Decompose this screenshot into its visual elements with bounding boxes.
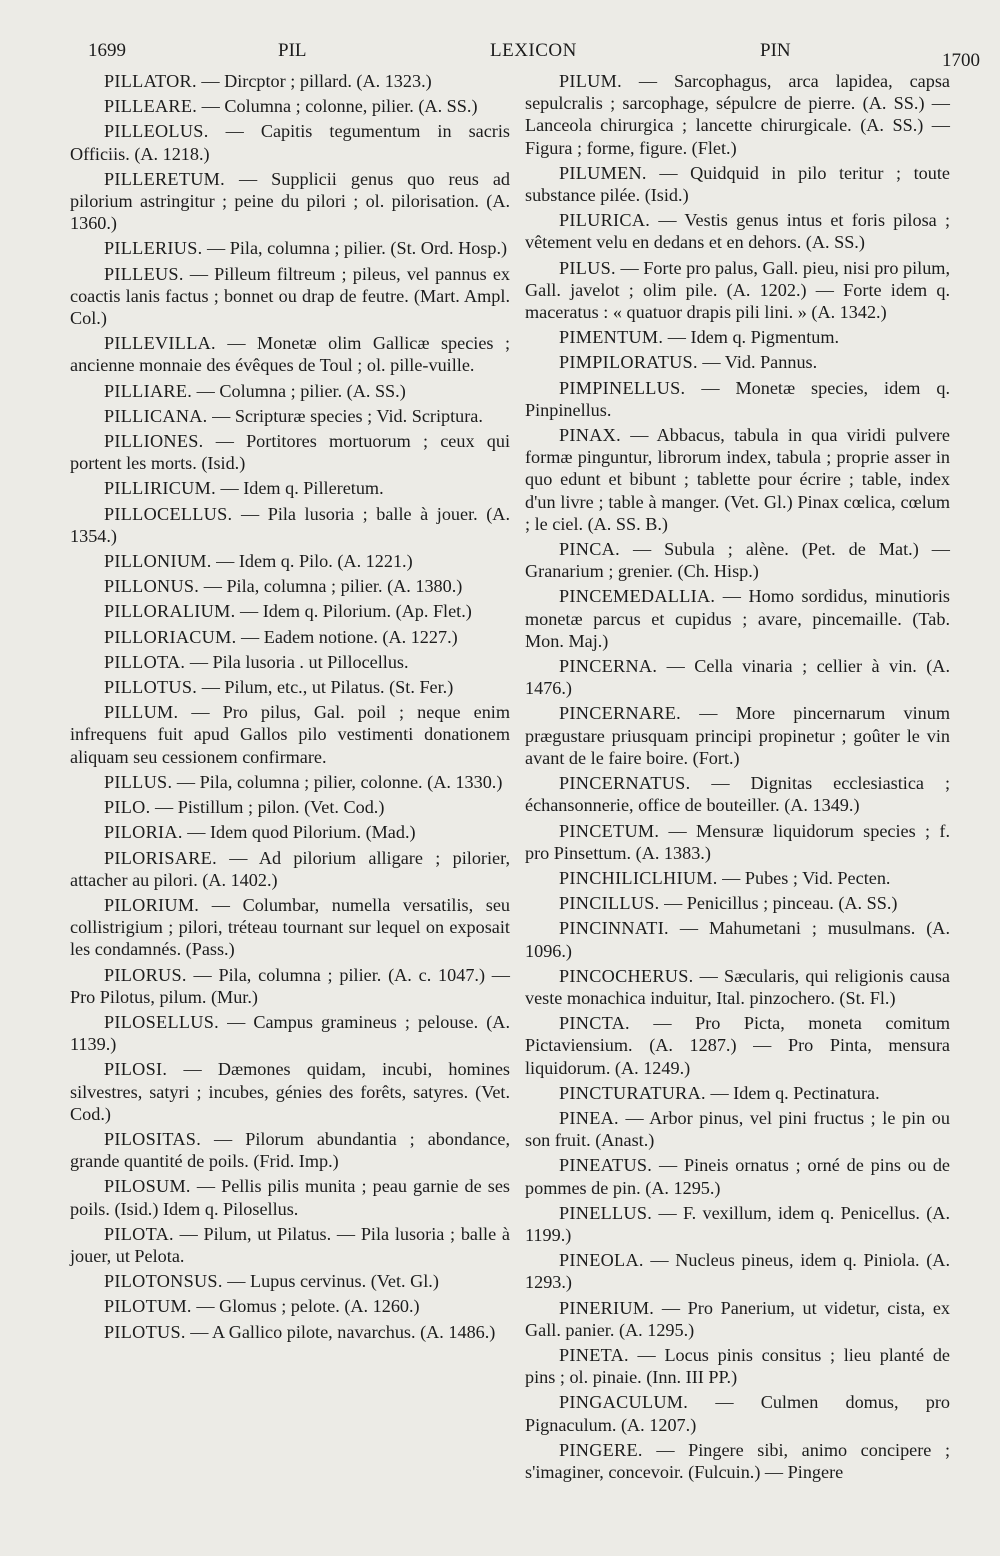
dictionary-entry — [525, 1249, 950, 1293]
definition: — Forte pro palus, Gall. pieu, nisi pro pilum, Gall. javelot ; olim pile. (A. 1202.) — Forte idem q. maceratus : « quatuor drapis pili lini. » (A. 1342.) — [525, 257, 950, 323]
headword: PINETA. — [559, 1344, 629, 1365]
dictionary-entry — [70, 964, 510, 1008]
dictionary-entry — [70, 477, 510, 499]
headword: PILOTUM. — [104, 1296, 192, 1317]
headword: PILUM. — [559, 71, 622, 91]
dictionary-entry — [70, 894, 510, 961]
definition: — Pubes ; Vid. Pecten. — [717, 867, 891, 888]
headword: PILLOTUS. — [104, 677, 198, 698]
dictionary-entry — [70, 821, 510, 843]
headword: PINGACULUM. — [559, 1392, 689, 1413]
headword: PILLIRICUM. — [104, 478, 216, 499]
dictionary-entry — [70, 1321, 510, 1343]
headword: PILLIARE. — [104, 380, 193, 401]
dictionary-entry — [525, 162, 950, 206]
definition: — Culmen domus, pro Pignaculum. (A. 1207.) — [525, 1392, 950, 1435]
headword: PILOSI. — [104, 1059, 168, 1080]
headword: PILLIONES. — [104, 431, 204, 452]
definition: — Pingere sibi, animo concipere ; s'imaginer, concevoir. (Fulcuin.) — Pingere — [525, 1439, 950, 1482]
page-number-right: 1700 — [942, 50, 980, 71]
dictionary-entry — [525, 424, 950, 535]
definition: — Cella vinaria ; cellier à vin. (A. 1476.) — [525, 656, 950, 699]
headword: PIMPILORATUS. — [559, 352, 698, 373]
dictionary-entry — [525, 867, 950, 889]
dictionary-entry — [70, 1058, 510, 1125]
dictionary-entry — [525, 351, 950, 373]
definition: — Nucleus pineus, idem q. Piniola. (A. 1293.) — [525, 1250, 950, 1293]
definition: — Pellis pilis munita ; peau garnie de ses poils. (Isid.) Idem q. Pilosellus. — [70, 1176, 510, 1219]
definition: — Pila, columna ; pilier. (A. c. 1047.) — Pro Pilotus, pilum. (Mur.) — [70, 964, 510, 1007]
definition: — Mensuræ liquidorum species ; f. pro Pinsettum. (A. 1383.) — [525, 820, 950, 863]
headword: PILOTA. — [104, 1223, 174, 1244]
definition: — Eadem notione. (A. 1227.) — [236, 626, 458, 647]
definition: — A Gallico pilote, navarchus. (A. 1486.) — [185, 1321, 496, 1342]
dictionary-entry — [525, 1154, 950, 1198]
dictionary-entry — [525, 917, 950, 961]
dictionary-entry — [525, 702, 950, 769]
dictionary-entry — [70, 430, 510, 474]
definition: — Ad pilorium alligare ; pilorier, attacher au pilori. (A. 1402.) — [70, 847, 510, 890]
dictionary-entry — [525, 965, 950, 1009]
dictionary-entry — [70, 847, 510, 891]
definition: — Pila lusoria ; balle à jouer. (A. 1354.) — [70, 503, 510, 546]
page-header — [80, 40, 980, 71]
headword: PINELLUS. — [559, 1202, 653, 1223]
definition: — Idem quod Pilorium. (Mad.) — [182, 822, 416, 843]
page-number-left: 1699 — [88, 40, 126, 61]
definition: — Quidquid in pilo teritur ; toute substance pilée. (Isid.) — [525, 162, 950, 206]
definition: — Pilum, etc., ut Pilatus. (St. Fer.) — [197, 677, 454, 698]
headword: PILLONIUM. — [104, 551, 212, 572]
headword: PINCINNATI. — [559, 918, 669, 939]
headword: PINEATUS. — [559, 1155, 653, 1176]
dictionary-entry — [70, 237, 510, 259]
definition: — F. vexillum, idem q. Penicellus. (A. 1199.) — [525, 1202, 950, 1245]
running-head-left: PIL — [278, 40, 307, 61]
headword: PILORIA. — [104, 822, 183, 843]
dictionary-entry — [70, 70, 510, 92]
definition: — Homo sordidus, minutioris monetæ parcus et cupidus ; avare, pincemaille. (Tab. Mon. Maj.) — [525, 586, 950, 651]
headword: PILLEARE. — [104, 96, 198, 117]
headword: PINCTA. — [559, 1013, 630, 1034]
dictionary-entry — [525, 70, 950, 159]
definition: — Pila, columna ; pilier. (St. Ord. Hosp.) — [202, 238, 508, 259]
dictionary-entry — [70, 1223, 510, 1267]
definition: — Penicillus ; pinceau. (A. SS.) — [659, 893, 898, 914]
headword: PILURICA. — [559, 210, 651, 231]
definition: — Capitis tegumentum in sacris Officiis. (A. 1218.) — [70, 121, 510, 164]
dictionary-entry — [525, 1202, 950, 1246]
definition: — Glomus ; pelote. (A. 1260.) — [191, 1296, 420, 1317]
headword: PILLEUS. — [104, 263, 184, 284]
definition: — Dignitas ecclesiastica ; échansonnerie, office de bouteiller. (A. 1349.) — [525, 773, 950, 816]
definition: — Lupus cervinus. (Vet. Gl.) — [222, 1271, 439, 1292]
definition: — Sarcophagus, arca lapidea, capsa sepulcralis ; sarcophage, sépulcre de pierre. (A. SS.) — Lanceola chirurgica ; lancette chirurgicale. (A. SS.) — Figura ; forme, figure. (Flet.) — [525, 71, 950, 158]
definition: — Pila, columna ; pilier, colonne. (A. 1330.) — [172, 771, 503, 792]
dictionary-entry — [525, 1107, 950, 1151]
definition: — Sæcularis, qui religionis causa veste monachica induitur, Ital. pinzochero. (St. Fl.) — [525, 965, 950, 1008]
headword: PILLOCELLUS. — [104, 503, 233, 524]
definition: — Columna ; pilier. (A. SS.) — [192, 380, 406, 401]
headword: PINCILLUS. — [559, 893, 660, 914]
headword: PINCA. — [559, 539, 620, 560]
headword: PILOTUS. — [104, 1321, 186, 1342]
headword: PILUMEN. — [559, 162, 647, 183]
definition: — Pro Panerium, ut videtur, cista, ex Gall. panier. (A. 1295.) — [525, 1297, 950, 1340]
definition: — Idem q. Pigmentum. — [663, 327, 840, 348]
headword: PILLEVILLA. — [104, 333, 216, 354]
headword: PILLATOR. — [104, 71, 197, 91]
dictionary-entry — [525, 538, 950, 582]
headword: PILOSUM. — [104, 1176, 191, 1197]
dictionary-entry — [70, 771, 510, 793]
dictionary-entry — [70, 796, 510, 818]
definition: — Pro Picta, moneta comitum Pictaviensium. (A. 1287.) — Pro Pinta, mensura liquidorum. (A. 1249.) — [525, 1013, 950, 1078]
definition: — Vid. Pannus. — [697, 352, 818, 373]
headword: PILO. — [104, 797, 151, 818]
definition: — Monetæ species, idem q. Pinpinellus. — [525, 377, 950, 420]
headword: PINCERNARE. — [559, 703, 682, 724]
headword: PILOTONSUS. — [104, 1271, 223, 1292]
dictionary-entry — [70, 263, 510, 330]
definition: — Monetæ olim Gallicæ species ; ancienne monnaie des évêques de Toul ; ol. pille-vuille. — [70, 333, 510, 376]
dictionary-entry — [70, 332, 510, 376]
headword: PINCETUM. — [559, 820, 660, 841]
headword: PILLOTA. — [104, 651, 186, 672]
definition: — Idem q. Pilleretum. — [215, 478, 384, 499]
headword: PILUS. — [559, 257, 616, 278]
headword: PILLERIUS. — [104, 238, 203, 259]
headword: PILLORIACUM. — [104, 626, 237, 647]
headword: PIMPINELLUS. — [559, 377, 686, 398]
dictionary-entry — [70, 651, 510, 673]
dictionary-entry — [525, 585, 950, 652]
headword: PILOSELLUS. — [104, 1011, 219, 1032]
definition: — Vestis genus intus et foris pilosa ; vêtement velu en dedans et en dehors. (A. SS.) — [525, 210, 950, 253]
headword: PINCTURATURA. — [559, 1082, 706, 1103]
headword: PILLUM. — [104, 702, 179, 723]
dictionary-entry — [525, 1439, 950, 1483]
dictionary-entry — [70, 168, 510, 235]
headword: PINCEMEDALLIA. — [559, 586, 716, 607]
dictionary-entry — [70, 380, 510, 402]
definition: — Pro pilus, Gal. poil ; neque enim infrequens fuit apud Gallos pilo vestimenti donationem aliquam seu cessionem confirmare. — [70, 702, 510, 767]
dictionary-entry — [70, 550, 510, 572]
definition: — Pila, columna ; pilier. (A. 1380.) — [199, 576, 463, 597]
dictionary-entry — [70, 1270, 510, 1292]
dictionary-entry — [70, 120, 510, 164]
definition: — Pila lusoria . ut Pillocellus. — [185, 651, 409, 672]
headword: PINAX. — [559, 425, 621, 446]
headword: PILLEOLUS. — [104, 121, 209, 142]
dictionary-entry — [525, 892, 950, 914]
dictionary-entry — [70, 95, 510, 117]
dictionary-entry — [70, 575, 510, 597]
definition: — Dircptor ; pillard. (A. 1323.) — [196, 71, 432, 91]
dictionary-entry — [70, 1295, 510, 1317]
headword: PILORIUM. — [104, 894, 200, 915]
headword: PINEA. — [559, 1107, 619, 1128]
definition: — Idem q. Pilo. (A. 1221.) — [211, 551, 413, 572]
dictionary-entry — [525, 1012, 950, 1079]
dictionary-entry — [70, 503, 510, 547]
definition: — Columna ; colonne, pilier. (A. SS.) — [197, 96, 478, 117]
definition: — Dæmones quidam, incubi, homines silvestres, satyri ; incubes, génies des forêts, satyres. (Vet. Cod.) — [70, 1059, 510, 1124]
dictionary-entry — [525, 1344, 950, 1388]
definition: — Campus gramineus ; pelouse. (A. 1139.) — [70, 1011, 510, 1055]
definition: — Arbor pinus, vel pini fructus ; le pin ou son fruit. (Anast.) — [525, 1107, 950, 1151]
running-title: LEXICON — [490, 40, 577, 61]
definition: — Pilum, ut Pilatus. — Pila lusoria ; balle à jouer, ut Pelota. — [70, 1223, 510, 1266]
dictionary-entry — [70, 600, 510, 622]
dictionary-entry — [525, 1297, 950, 1341]
dictionary-entry — [70, 1011, 510, 1055]
dictionary-entry — [525, 772, 950, 816]
headword: PINERIUM. — [559, 1297, 655, 1318]
right-column — [525, 70, 950, 1486]
headword: PILLONUS. — [104, 576, 200, 597]
dictionary-entry — [525, 655, 950, 699]
headword: PINGERE. — [559, 1439, 643, 1460]
headword: PINCHILICLHIUM. — [559, 867, 718, 888]
headword: PINEOLA. — [559, 1250, 644, 1271]
dictionary-entry — [70, 405, 510, 427]
definition: — Pistillum ; pilon. (Vet. Cod.) — [150, 797, 385, 818]
dictionary-entry — [525, 1391, 950, 1435]
headword: PILLUS. — [104, 771, 173, 792]
definition: — Columbar, numella versatilis, seu collistrigium ; pilori, tréteau tournant sur lequel on exposait les condamnés. (Pass.) — [70, 894, 510, 960]
headword: PINCERNATUS. — [559, 773, 691, 794]
dictionary-entry — [70, 676, 510, 698]
headword: PIMENTUM. — [559, 327, 664, 348]
dictionary-entry — [525, 820, 950, 864]
dictionary-entry — [525, 1082, 950, 1104]
definition: — Subula ; alène. (Pet. de Mat.) — Granarium ; grenier. (Ch. Hisp.) — [525, 539, 950, 582]
definition: — Supplicii genus quo reus ad pilorium astringitur ; peine du pilori ; ol. pilorisation. (A. 1360.) — [70, 168, 510, 234]
definition: — Scripturæ species ; Vid. Scriptura. — [207, 405, 483, 426]
headword: PILOSITAS. — [104, 1128, 202, 1149]
dictionary-entry — [525, 326, 950, 348]
dictionary-entry — [525, 209, 950, 253]
headword: PILORISARE. — [104, 847, 217, 868]
dictionary-entry — [525, 377, 950, 421]
left-column — [70, 70, 510, 1346]
headword: PILLORALIUM. — [104, 601, 236, 622]
headword: PINCOCHERUS. — [559, 965, 694, 986]
definition: — Pilleum filtreum ; pileus, vel pannus ex coactis lanis factus ; bonnet ou drap de feutre. (Mart. Ampl. Col.) — [70, 263, 510, 329]
definition: — Pilorum abundantia ; abondance, grande quantité de poils. (Frid. Imp.) — [70, 1128, 510, 1172]
headword: PINCERNA. — [559, 656, 658, 677]
definition: — Locus pinis consitus ; lieu planté de pins ; ol. pinaie. (Inn. III PP.) — [525, 1344, 950, 1388]
definition: — Mahumetani ; musulmans. (A. 1096.) — [525, 918, 950, 961]
definition: — Idem q. Pectinatura. — [705, 1082, 880, 1103]
definition: — Abbacus, tabula in qua viridi pulvere formæ pinguntur, librorum index, tabula ; proprie asser in quo edunt et bibunt ; tablette pour écrire ; table, index d'un livre ; table à manger. (Vet. Gl.) Pinax cœlica, cœlum ; le ciel. (A. SS. B.) — [525, 425, 950, 534]
running-head-right: PIN — [760, 40, 791, 61]
dictionary-entry — [70, 1128, 510, 1172]
dictionary-entry — [70, 701, 510, 768]
dictionary-entry — [70, 626, 510, 648]
dictionary-entry — [70, 1175, 510, 1219]
dictionary-entry — [525, 257, 950, 324]
headword: PILLICANA. — [104, 405, 208, 426]
definition: — Pineis ornatus ; orné de pins ou de pommes de pin. (A. 1295.) — [525, 1155, 950, 1198]
headword: PILLERETUM. — [104, 168, 226, 189]
definition: — More pincernarum vinum prægustare priusquam principi propinetur ; goûter le vin avant de le faire boire. (Fort.) — [525, 703, 950, 768]
headword: PILORUS. — [104, 964, 187, 985]
definition: — Portitores mortuorum ; ceux qui portent les morts. (Isid.) — [70, 431, 510, 474]
definition: — Idem q. Pilorium. (Ap. Flet.) — [235, 601, 472, 622]
